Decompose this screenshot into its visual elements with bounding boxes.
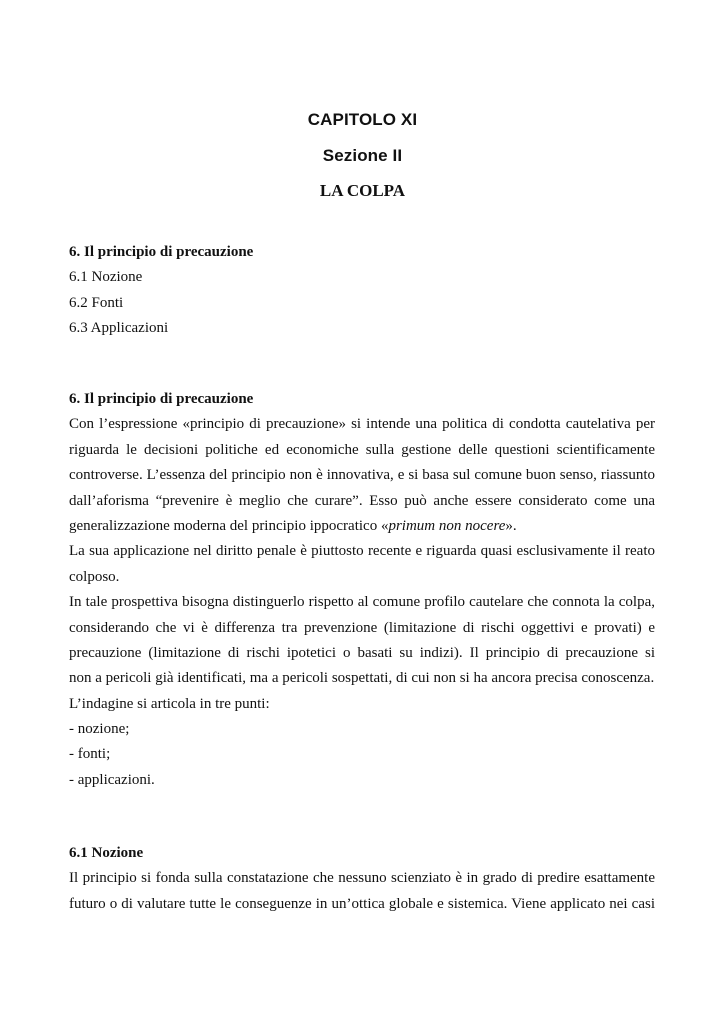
toc [69, 240, 655, 342]
paragraph-line: dall’aforisma “prevenire è meglio che curare”. Esso può anche essere considerato come una [69, 492, 655, 509]
list-item: - fonti; [69, 746, 111, 763]
section-6-1-heading: 6.1 Nozione [69, 845, 144, 861]
paragraph-line: Con l’espressione «principio di precauzione» si intende una politica di condotta cautelativa per [69, 416, 655, 433]
section-6-heading: 6. Il principio di precauzione [69, 391, 254, 407]
latin-quote: primum non nocere [388, 517, 506, 534]
section-6-1 [69, 841, 655, 917]
toc-item: 6.1 Nozione [69, 269, 143, 286]
toc-item: 6.3 Applicazioni [69, 320, 169, 337]
list-item: - nozione; [69, 721, 130, 738]
paragraph-line: In tale prospettiva bisogna distinguerlo rispetto al comune profilo cautelare che connota la colpa, [69, 594, 655, 611]
paragraph-line [69, 514, 655, 539]
section-6 [69, 387, 655, 793]
paragraph-line: La sua applicazione nel diritto penale è piuttosto recente e riguarda quasi esclusivamente il reato [69, 543, 655, 560]
paragraph-line: riguarda le decisioni politiche ed economiche sulla gestione delle questioni scientificamente [69, 441, 655, 458]
toc-heading: 6. Il principio di precauzione [69, 244, 254, 260]
paragraph-text: generalizzazione moderna del principio ippocratico « [69, 517, 389, 534]
paragraph-line: Il principio si fonda sulla constatazione che nessuno scienziato è in grado di predire esattamente [69, 870, 655, 887]
paragraph-line: colposo. [69, 568, 120, 585]
paragraph-text: ». [505, 517, 517, 534]
toc-item: 6.2 Fonti [69, 294, 124, 311]
paragraph-line: futuro o di valutare tutte le conseguenze in un’ottica globale e sistemica. Viene applicato nei casi [69, 895, 655, 912]
paragraph-line: controverse. L’essenza del principio non è innovativa, e si basa sul comune buon senso, riassunto [69, 467, 655, 484]
paragraph-line: considerando che vi è differenza tra prevenzione (limitazione di rischi oggettivi e provati) e [69, 619, 655, 636]
topic-title: LA COLPA [319, 181, 406, 200]
chapter-title: CAPITOLO XI [307, 110, 418, 129]
paragraph-line: precauzione (limitazione di rischi ipotetici o basati su indizi). Il principio di precauzione si [69, 644, 655, 661]
paragraph-line: non a pericoli già identificati, ma a pericoli sospettati, di cui non si ha ancora precisa conoscenza. [69, 670, 655, 687]
paragraph-line: L’indagine si articola in tre punti: [69, 695, 270, 712]
section-title: Sezione II [322, 146, 403, 165]
list-item: - applicazioni. [69, 771, 155, 788]
